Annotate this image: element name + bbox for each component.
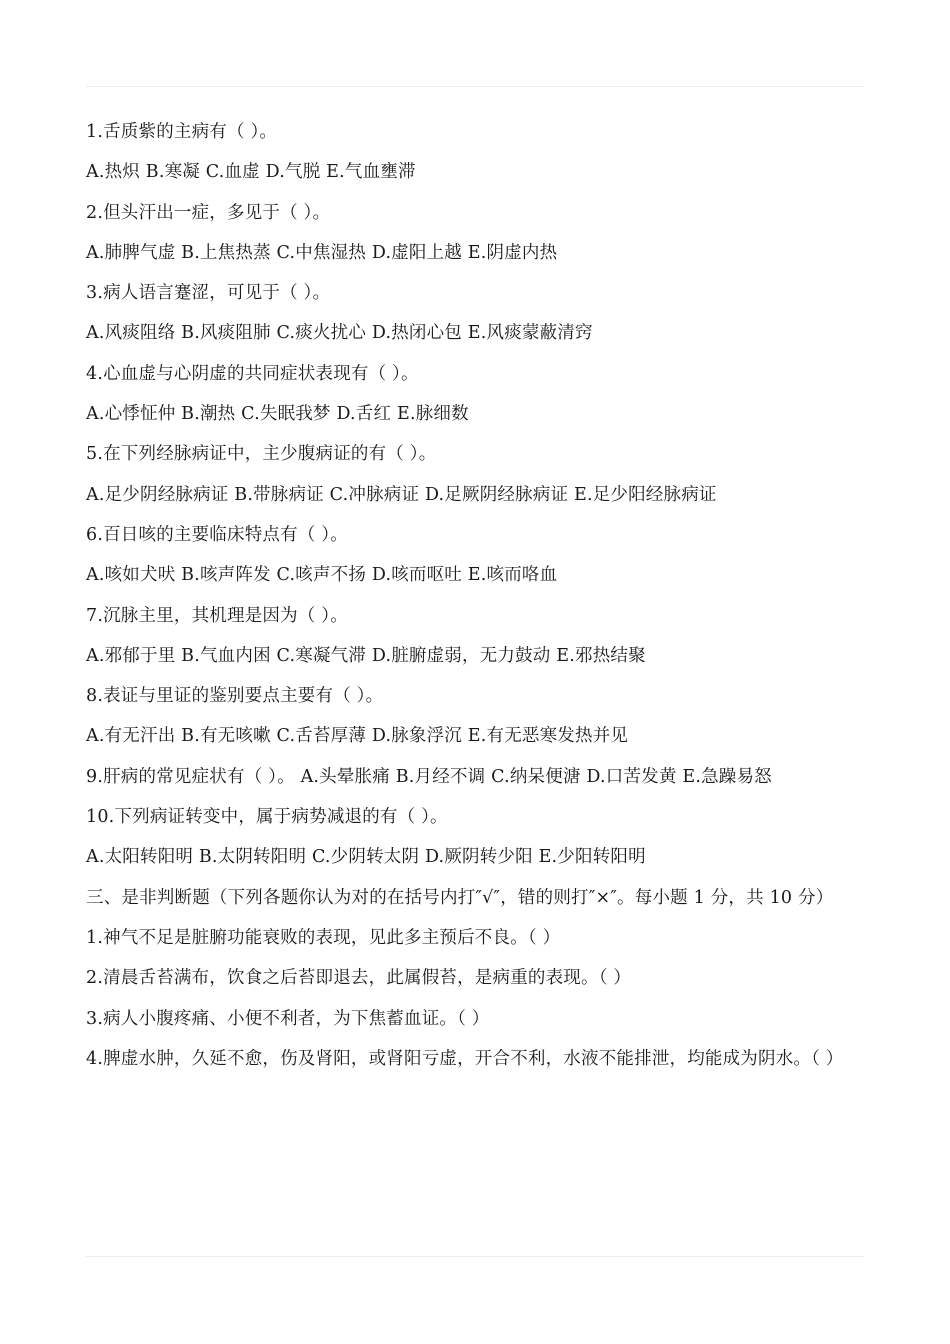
question-8-options: A.有无汗出 B.有无咳嗽 C.舌苔厚薄 D.脉象浮沉 E.有无恶寒发热并见 [86, 726, 629, 747]
question-4-options: A.心悸怔仲 B.潮热 C.失眠我梦 D.舌红 E.脉细数 [86, 404, 469, 425]
true-false-1: 1.神气不足是脏腑功能衰败的表现，见此多主预后不良。（ ） [86, 927, 561, 948]
header-rule [86, 86, 864, 87]
true-false-4: 4.脾虚水肿，久延不愈，伤及肾阳，或肾阳亏虚，开合不利，水液不能排泄，均能成为阴水。（ ） [86, 1048, 844, 1069]
question-6: 6.百日咳的主要临床特点有（ ）。 [86, 524, 348, 545]
question-8: 8.表证与里证的鉴别要点主要有（ ）。 [86, 686, 384, 707]
document-body [86, 112, 866, 1079]
question-7: 7.沉脉主里，其机理是因为（ ）。 [86, 605, 348, 626]
question-5: 5.在下列经脉病证中，主少腹病证的有（ ）。 [86, 444, 437, 465]
question-10-options: A.太阳转阳明 B.太阴转阳明 C.少阴转太阴 D.厥阴转少阳 E.少阳转阳明 [86, 847, 646, 868]
section-3-header: 三、是非判断题（下列各题你认为对的在括号内打″√″，错的则打″×″。每小题 1 分，共 10 分） [86, 887, 834, 908]
footer-rule [86, 1256, 864, 1257]
question-9: 9.肝病的常见症状有（ ）。 A.头晕胀痛 B.月经不调 C.纳呆便溏 D.口苦发黄 E.急躁易怒 [86, 766, 772, 787]
question-1: 1.舌质紫的主病有（ ）。 [86, 122, 278, 142]
question-3: 3.病人语言蹇涩，可见于（ ）。 [86, 283, 331, 304]
question-2: 2.但头汗出一症，多见于（ ）。 [86, 202, 331, 223]
question-4: 4.心血虚与心阴虚的共同症状表现有（ ）。 [86, 363, 419, 384]
question-2-options: A.肺脾气虚 B.上焦热蒸 C.中焦湿热 D.虚阳上越 E.阴虚内热 [86, 242, 558, 263]
question-5-options: A.足少阴经脉病证 B.带脉病证 C.冲脉病证 D.足厥阴经脉病证 E.足少阳经脉病证 [86, 484, 717, 505]
question-10: 10.下列病证转变中，属于病势减退的有（ ）。 [86, 807, 448, 828]
question-6-options: A.咳如犬吠 B.咳声阵发 C.咳声不扬 D.咳而呕吐 E.咳而咯血 [86, 565, 558, 586]
question-1-options: A.热炽 B.寒凝 C.血虚 D.气脱 E.气血壅滞 [86, 162, 416, 183]
question-7-options: A.邪郁于里 B.气血内困 C.寒凝气滞 D.脏腑虚弱，无力鼓动 E.邪热结聚 [86, 645, 646, 666]
true-false-3: 3.病人小腹疼痛、小便不利者，为下焦蓄血证。（ ） [86, 1008, 490, 1029]
true-false-2: 2.清晨舌苔满布，饮食之后苔即退去，此属假苔，是病重的表现。（ ） [86, 968, 632, 989]
question-3-options: A.风痰阻络 B.风痰阻肺 C.痰火扰心 D.热闭心包 E.风痰蒙蔽清窍 [86, 323, 593, 344]
